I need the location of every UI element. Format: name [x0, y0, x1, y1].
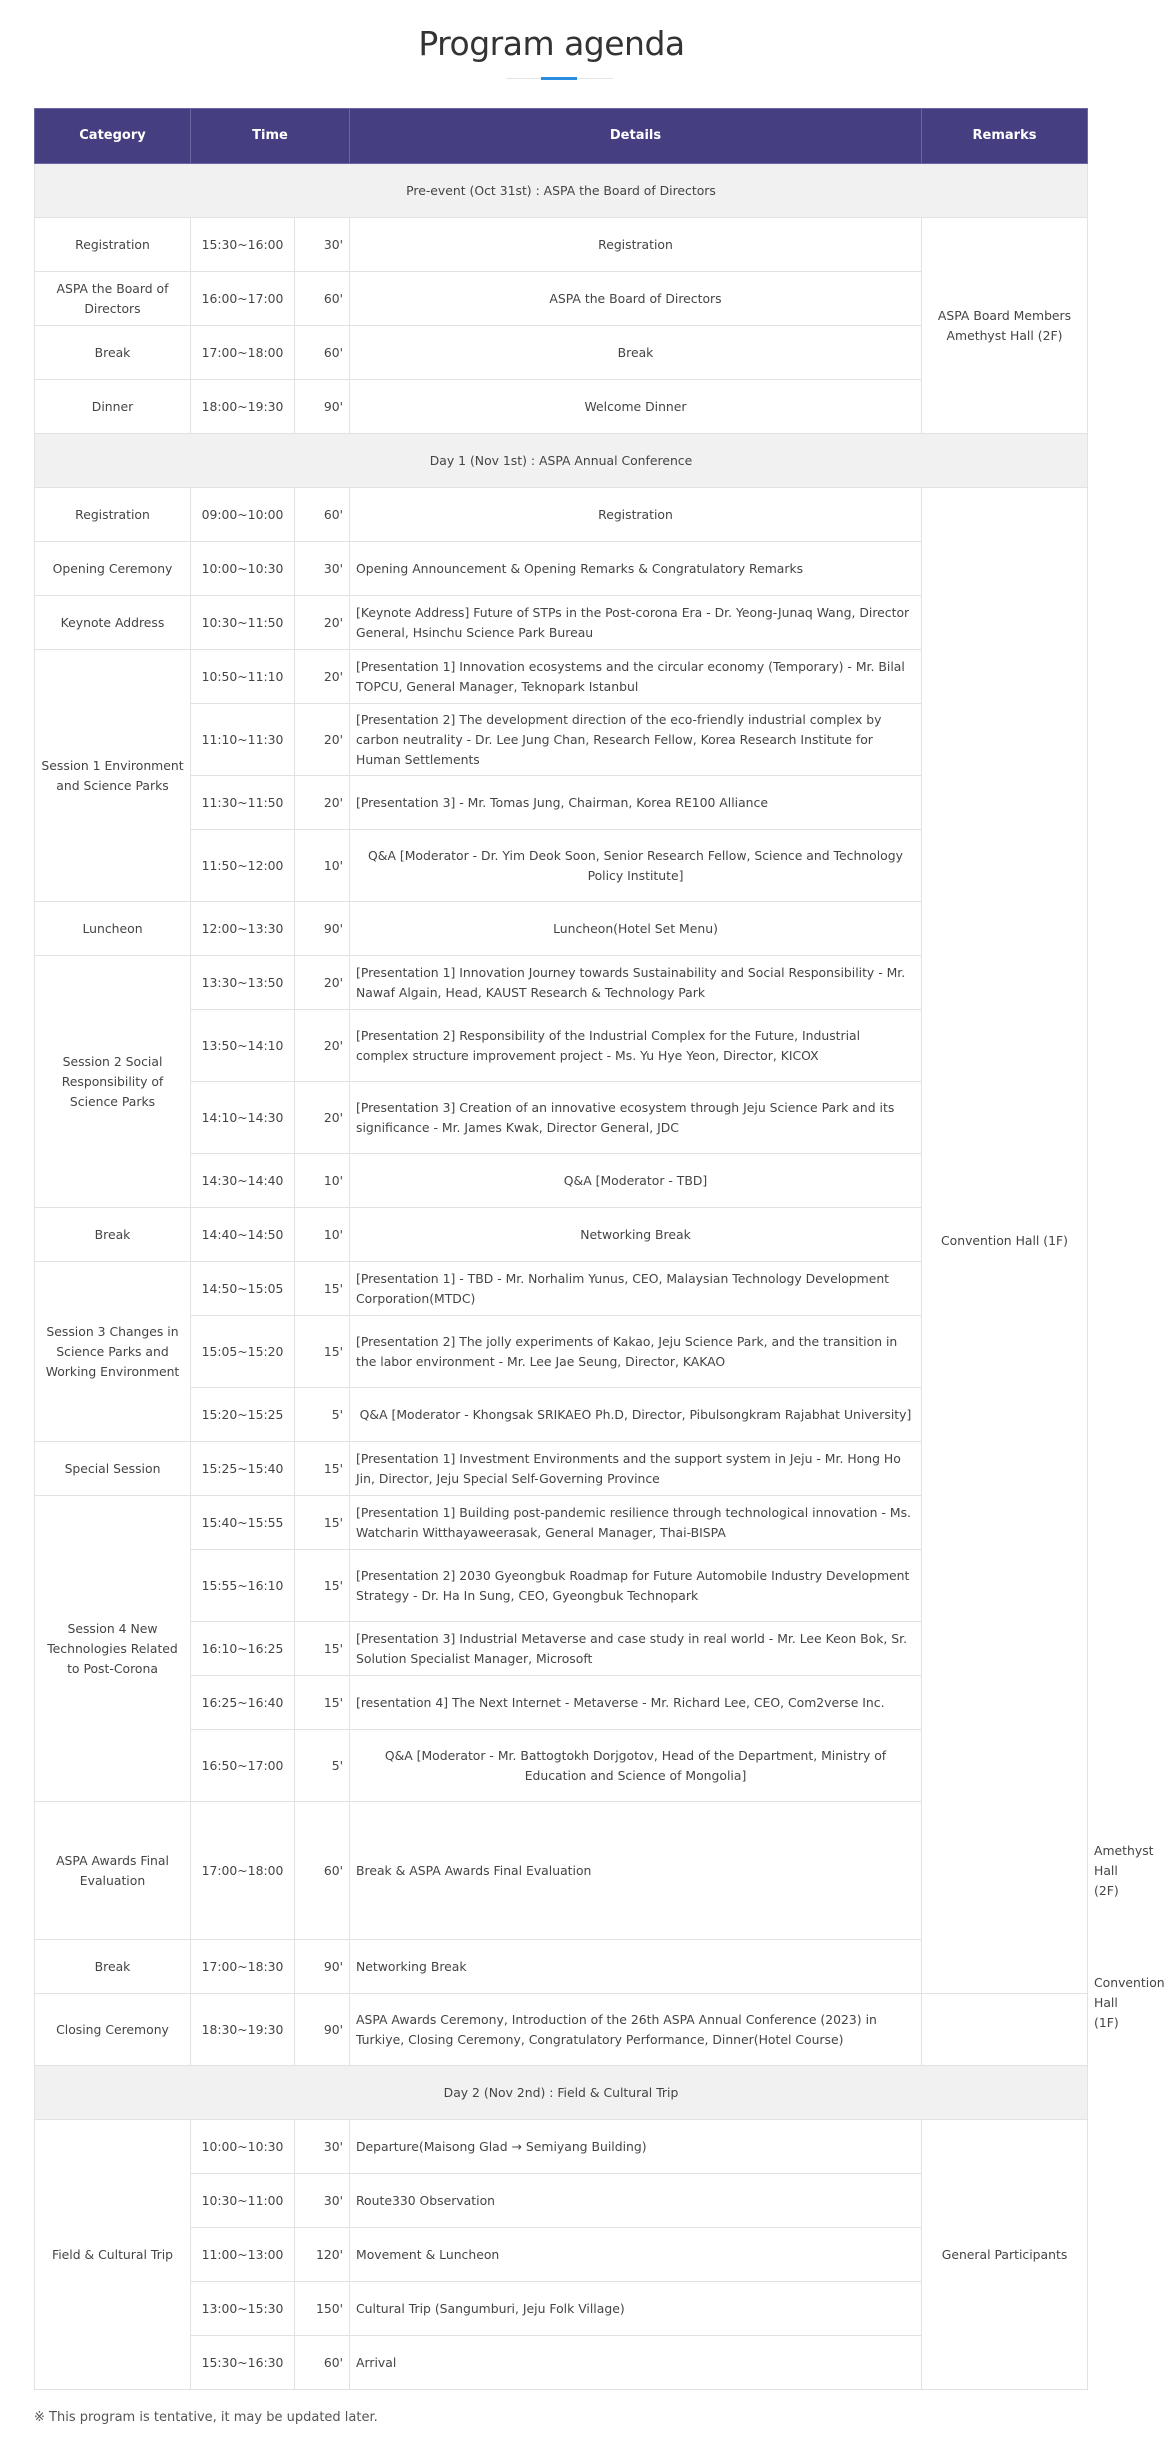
duration-cell: 90' — [295, 1994, 350, 2066]
details-cell: Arrival — [350, 2336, 922, 2390]
time-cell: 09:00~10:00 — [191, 488, 295, 542]
table-row — [35, 218, 1088, 272]
time-cell: 12:00~13:30 — [191, 902, 295, 956]
category-cell: Opening Ceremony — [35, 542, 191, 596]
time-cell: 17:00~18:00 — [191, 1802, 295, 1940]
time-cell: 11:10~11:30 — [191, 704, 295, 776]
time-cell: 14:40~14:50 — [191, 1208, 295, 1262]
details-cell: [Presentation 2] The jolly experiments of Kakao, Jeju Science Park, and the transition in the labor environment - Mr. Lee Jae Seung, Director, KAKAO — [350, 1316, 922, 1388]
duration-cell: 30' — [295, 2120, 350, 2174]
agenda-table — [34, 108, 1165, 2390]
section-title: Pre-event (Oct 31st) : ASPA the Board of Directors — [35, 164, 1088, 218]
duration-cell: 15' — [295, 1442, 350, 1496]
duration-cell: 15' — [295, 1550, 350, 1622]
duration-cell: 90' — [295, 902, 350, 956]
category-cell: Registration — [35, 488, 191, 542]
duration-cell: 150' — [295, 2282, 350, 2336]
table-header-row — [35, 109, 1088, 164]
time-cell: 13:30~13:50 — [191, 956, 295, 1010]
duration-cell: 5' — [295, 1388, 350, 1442]
details-cell: Q&A [Moderator - Khongsak SRIKAEO Ph.D, Director, Pibulsongkram Rajabhat University] — [350, 1388, 922, 1442]
details-cell: [Presentation 2] Responsibility of the Industrial Complex for the Future, Industrial complex structure improvement project - Ms. Yu Hye Yeon, Director, KICOX — [350, 1010, 922, 1082]
details-cell: [Presentation 3] Industrial Metaverse and case study in real world - Mr. Lee Keon Bok, Sr. Solution Specialist Manager, Microsoft — [350, 1622, 922, 1676]
details-cell: ASPA Awards Ceremony, Introduction of the 26th ASPA Annual Conference (2023) in Turkiye, Closing Ceremony, Congratulatory Performance, Dinner(Hotel Course) — [350, 1994, 922, 2066]
duration-cell: 60' — [295, 1802, 350, 1940]
tentative-note: ※ This program is tentative, it may be updated later. — [34, 2410, 378, 2425]
details-cell: [Presentation 1] Innovation Journey towards Sustainability and Social Responsibility - Mr. Nawaf Algain, Head, KAUST Research & Technology Park — [350, 956, 922, 1010]
details-cell: Break — [350, 326, 922, 380]
time-cell: 11:00~13:00 — [191, 2228, 295, 2282]
category-cell: Session 4 New Technologies Related to Post-Corona — [35, 1496, 191, 1802]
header-details: Details — [350, 109, 922, 164]
details-cell: [Presentation 1] Innovation ecosystems and the circular economy (Temporary) - Mr. Bilal TOPCU, General Manager, Teknopark Istanbul — [350, 650, 922, 704]
time-cell: 16:50~17:00 — [191, 1730, 295, 1802]
details-cell: [Presentation 3] Creation of an innovative ecosystem through Jeju Science Park and its significance - Mr. James Kwak, Director General, JDC — [350, 1082, 922, 1154]
category-cell: ASPA the Board of Directors — [35, 272, 191, 326]
duration-cell: 15' — [295, 1622, 350, 1676]
details-cell: [Keynote Address] Future of STPs in the Post-corona Era - Dr. Yeong-Junaq Wang, Director General, Hsinchu Science Park Bureau — [350, 596, 922, 650]
category-cell: Special Session — [35, 1442, 191, 1496]
duration-cell: 10' — [295, 830, 350, 902]
time-cell: 15:30~16:30 — [191, 2336, 295, 2390]
time-cell: 11:30~11:50 — [191, 776, 295, 830]
details-cell: Welcome Dinner — [350, 380, 922, 434]
details-cell: Q&A [Moderator - TBD] — [350, 1154, 922, 1208]
time-cell: 18:30~19:30 — [191, 1994, 295, 2066]
remarks-cell: Convention Hall (1F) — [922, 488, 1088, 1994]
details-cell: [Presentation 1] Investment Environments and the support system in Jeju - Mr. Hong Ho Jin, Director, Jeju Special Self-Governing Province — [350, 1442, 922, 1496]
table-row: Break 17:00~18:30 90' Networking Break Convention Hall (1F) — [35, 1940, 1088, 1994]
section-row — [35, 434, 1088, 488]
duration-cell: 5' — [295, 1730, 350, 1802]
duration-cell: 20' — [295, 776, 350, 830]
header-category: Category — [35, 109, 191, 164]
details-cell: ASPA the Board of Directors — [350, 272, 922, 326]
category-cell: Break — [35, 326, 191, 380]
category-cell: Dinner — [35, 380, 191, 434]
details-cell: Opening Announcement & Opening Remarks & Congratulatory Remarks — [350, 542, 922, 596]
header-time: Time — [191, 109, 350, 164]
details-cell: Q&A [Moderator - Dr. Yim Deok Soon, Senior Research Fellow, Science and Technology Policy Institute] — [350, 830, 922, 902]
duration-cell: 10' — [295, 1208, 350, 1262]
time-cell: 16:10~16:25 — [191, 1622, 295, 1676]
category-cell: Break — [35, 1940, 191, 1994]
details-cell: [Presentation 1] Building post-pandemic resilience through technological innovation - Ms. Watcharin Witthayaweerasak, General Manager, Thai-BISPA — [350, 1496, 922, 1550]
time-cell: 13:00~15:30 — [191, 2282, 295, 2336]
details-cell: [Presentation 1] - TBD - Mr. Norhalim Yunus, CEO, Malaysian Technology Development Corporation(MTDC) — [350, 1262, 922, 1316]
details-cell: [Presentation 2] 2030 Gyeongbuk Roadmap for Future Automobile Industry Development Strategy - Dr. Ha In Sung, CEO, Gyeongbuk Technopark — [350, 1550, 922, 1622]
duration-cell: 60' — [295, 488, 350, 542]
time-cell: 10:30~11:00 — [191, 2174, 295, 2228]
table-row: ASPA Awards Final Evaluation 17:00~18:00 60' Break & ASPA Awards Final Evaluation Amethyst Hall (2F) — [35, 1802, 1088, 1940]
time-cell: 17:00~18:30 — [191, 1940, 295, 1994]
details-cell: Route330 Observation — [350, 2174, 922, 2228]
category-cell: ASPA Awards Final Evaluation — [35, 1802, 191, 1940]
time-cell: 10:00~10:30 — [191, 2120, 295, 2174]
details-cell: Departure(Maisong Glad → Semiyang Building) — [350, 2120, 922, 2174]
details-cell: [resentation 4] The Next Internet - Metaverse - Mr. Richard Lee, CEO, Com2verse Inc. — [350, 1676, 922, 1730]
table-row — [35, 1994, 1088, 2066]
duration-cell: 20' — [295, 1082, 350, 1154]
time-cell: 15:05~15:20 — [191, 1316, 295, 1388]
details-cell: Networking Break — [350, 1940, 922, 1994]
duration-cell: 20' — [295, 650, 350, 704]
details-cell: Registration — [350, 488, 922, 542]
time-cell: 11:50~12:00 — [191, 830, 295, 902]
details-cell: Luncheon(Hotel Set Menu) — [350, 902, 922, 956]
time-cell: 14:50~15:05 — [191, 1262, 295, 1316]
time-cell: 16:00~17:00 — [191, 272, 295, 326]
page-title: Program agenda — [418, 24, 685, 63]
duration-cell: 30' — [295, 2174, 350, 2228]
time-cell: 13:50~14:10 — [191, 1010, 295, 1082]
details-cell: Movement & Luncheon — [350, 2228, 922, 2282]
duration-cell: 30' — [295, 218, 350, 272]
category-cell: Session 2 Social Responsibility of Science Parks — [35, 956, 191, 1208]
time-cell: 15:55~16:10 — [191, 1550, 295, 1622]
title-accent-bar — [541, 77, 577, 80]
time-cell: 16:25~16:40 — [191, 1676, 295, 1730]
duration-cell: 20' — [295, 704, 350, 776]
duration-cell: 15' — [295, 1262, 350, 1316]
details-cell: [Presentation 3] - Mr. Tomas Jung, Chairman, Korea RE100 Alliance — [350, 776, 922, 830]
time-cell: 14:30~14:40 — [191, 1154, 295, 1208]
category-cell: Keynote Address — [35, 596, 191, 650]
time-cell: 15:20~15:25 — [191, 1388, 295, 1442]
duration-cell: 60' — [295, 326, 350, 380]
duration-cell: 60' — [295, 272, 350, 326]
duration-cell: 15' — [295, 1676, 350, 1730]
remarks-cell: General Participants — [922, 2120, 1088, 2390]
time-cell: 10:30~11:50 — [191, 596, 295, 650]
section-row — [35, 164, 1088, 218]
time-cell: 15:40~15:55 — [191, 1496, 295, 1550]
duration-cell: 20' — [295, 956, 350, 1010]
time-cell: 10:50~11:10 — [191, 650, 295, 704]
time-cell: 14:10~14:30 — [191, 1082, 295, 1154]
details-cell: Cultural Trip (Sangumburi, Jeju Folk Village) — [350, 2282, 922, 2336]
category-cell: Break — [35, 1208, 191, 1262]
duration-cell: 15' — [295, 1316, 350, 1388]
duration-cell: 10' — [295, 1154, 350, 1208]
duration-cell: 60' — [295, 2336, 350, 2390]
title-block — [0, 24, 1103, 64]
details-cell: Break & ASPA Awards Final Evaluation — [350, 1802, 922, 1940]
time-cell: 18:00~19:30 — [191, 380, 295, 434]
duration-cell: 90' — [295, 1940, 350, 1994]
remarks-cell: ASPA Board Members Amethyst Hall (2F) — [922, 218, 1088, 434]
duration-cell: 20' — [295, 1010, 350, 1082]
table-row — [35, 2120, 1088, 2174]
header-remarks: Remarks — [922, 109, 1088, 164]
duration-cell: 90' — [295, 380, 350, 434]
category-cell: Field & Cultural Trip — [35, 2120, 191, 2390]
details-cell: [Presentation 2] The development direction of the eco-friendly industrial complex by carbon neutrality - Dr. Lee Jung Chan, Research Fellow, Korea Research Institute for Human Settlements — [350, 704, 922, 776]
time-cell: 15:25~15:40 — [191, 1442, 295, 1496]
section-title: Day 1 (Nov 1st) : ASPA Annual Conference — [35, 434, 1088, 488]
category-cell: Registration — [35, 218, 191, 272]
time-cell: 15:30~16:00 — [191, 218, 295, 272]
time-cell: 10:00~10:30 — [191, 542, 295, 596]
details-cell: Networking Break — [350, 1208, 922, 1262]
duration-cell: 20' — [295, 596, 350, 650]
category-cell: Luncheon — [35, 902, 191, 956]
category-cell: Closing Ceremony — [35, 1994, 191, 2066]
duration-cell: 15' — [295, 1496, 350, 1550]
duration-cell: 120' — [295, 2228, 350, 2282]
table-row — [35, 488, 1088, 542]
category-cell: Session 3 Changes in Science Parks and Working Environment — [35, 1262, 191, 1442]
section-row — [35, 2066, 1088, 2120]
duration-cell: 30' — [295, 542, 350, 596]
section-title: Day 2 (Nov 2nd) : Field & Cultural Trip — [35, 2066, 1088, 2120]
category-cell: Session 1 Environment and Science Parks — [35, 650, 191, 902]
details-cell: Registration — [350, 218, 922, 272]
details-cell: Q&A [Moderator - Mr. Battogtokh Dorjgotov, Head of the Department, Ministry of Education and Science of Mongolia] — [350, 1730, 922, 1802]
time-cell: 17:00~18:00 — [191, 326, 295, 380]
